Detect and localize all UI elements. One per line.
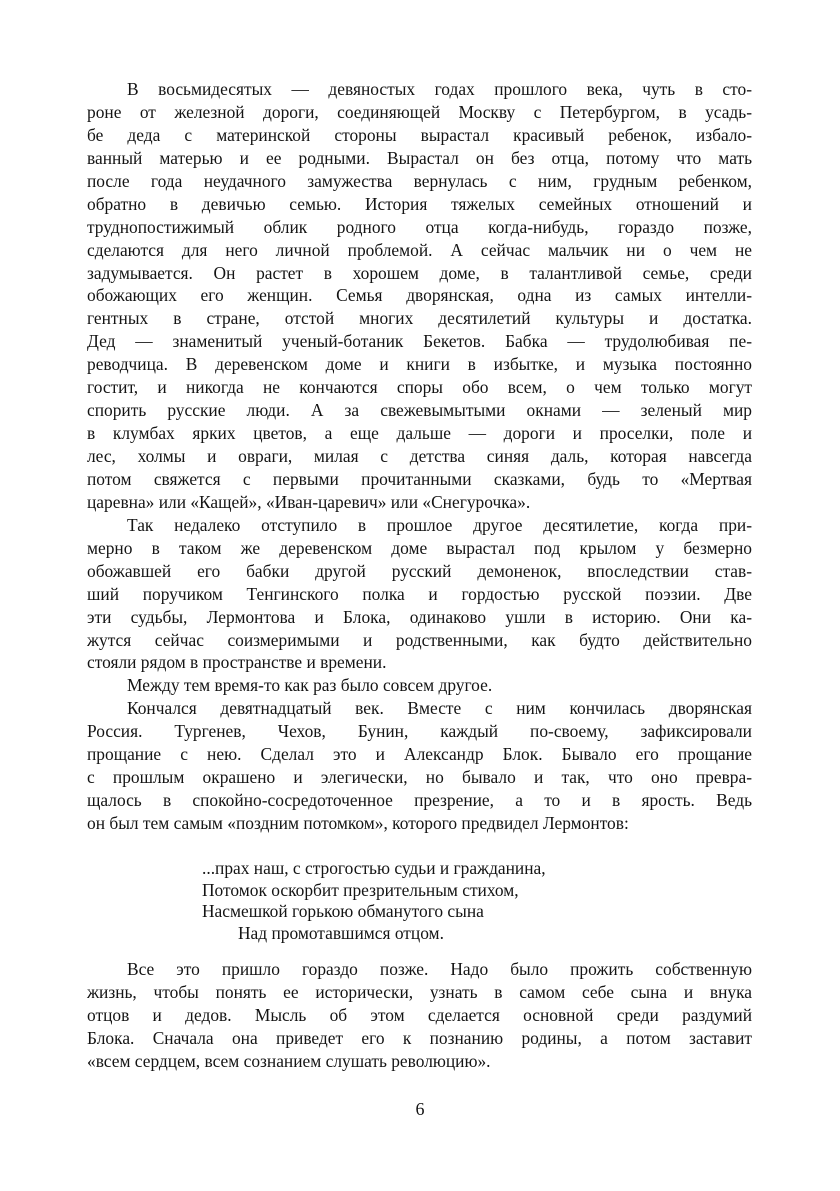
text-line: спорить русские люди. А за свежевымытыми окнами — зеленый мир: [87, 400, 752, 421]
text-line: обожающих его женщин. Семья дворянская, одна из самых интелли-: [87, 285, 752, 306]
text-line: потом свяжется с первыми прочитанными сказками, будь то «Мертвая: [87, 468, 752, 489]
paragraph: [87, 674, 752, 697]
text-line: прощание с нею. Сделал это и Александр Блок. Бывало его прощание: [87, 744, 752, 765]
poem-quote: [202, 858, 546, 944]
text-line: щалось в спокойно-сосредоточенное презрение, а то и в ярость. Ведь: [87, 790, 752, 811]
text-line: жизнь, чтобы понять ее исторически, узнать в самом себе сына и внука: [87, 981, 752, 1002]
text-line: Все это пришло гораздо позже. Надо было прожить собственную: [127, 959, 752, 979]
text-line: Так недалеко отступило в прошлое другое десятилетие, когда при-: [127, 514, 752, 535]
text-line: сделаются для него личной проблемой. А сейчас мальчик ни о чем не: [87, 239, 752, 260]
text-line: ванный матерью и ее родными. Вырастал он без отца, потому что мать: [87, 147, 752, 168]
paragraph: [87, 958, 752, 1073]
text-line: Кончался девятнадцатый век. Вместе с ним кончилась дворянская: [127, 698, 752, 719]
paragraph: [87, 697, 752, 835]
text-line: жутся сейчас соизмеримыми и родственными, как будто действительно: [87, 629, 752, 650]
text-line: он был тем самым «поздним потомком», которого предвидел Лермонтов:: [87, 813, 629, 833]
text-line: труднопостижимый облик родного отца когда-нибудь, гораздо позже,: [87, 216, 752, 237]
poem-line: Потомок оскорбит презрительным стихом,: [202, 879, 519, 900]
text-line: с прошлым окрашено и элегически, но бывало и так, что оно превра-: [87, 767, 752, 788]
text-line: отцов и дедов. Мысль об этом сделается основной среди раздумий: [87, 1004, 752, 1025]
main-text: [87, 78, 752, 835]
text-line: «всем сердцем, всем сознанием слушать революцию».: [87, 1050, 491, 1071]
text-line: Блока. Сначала она приведет его к познанию родины, а потом заставит: [87, 1027, 752, 1048]
poem-line: ...прах наш, с строгостью судьи и гражданина,: [202, 858, 546, 878]
poem-line: Над промотавшимся отцом.: [238, 922, 444, 943]
text-line: царевна» или «Кащей», «Иван-царевич» или «Снегурочка».: [87, 491, 531, 512]
text-line: после года неудачного замужества вернулась с ним, грудным ребенком,: [87, 170, 752, 191]
text-line: бе деда с материнской стороны вырастал красивый ребенок, избало-: [87, 124, 752, 145]
text-line: мерно в таком же деревенском доме вырастал под крылом у безмерно: [87, 537, 752, 558]
text-line: в клумбах ярких цветов, а еще дальше — дороги и проселки, поле и: [87, 423, 752, 444]
text-line: стояли рядом в пространстве и времени.: [87, 652, 387, 673]
text-line: ший поручиком Тенгинского полка и гордостью русской поэзии. Две: [87, 583, 752, 604]
poem-line: Насмешкой горькою обманутого сына: [202, 901, 484, 921]
text-line: гостит, и никогда не кончаются споры обо всем, о чем только могут: [87, 377, 752, 398]
text-line: гентных в стране, отстой многих десятилетий культуры и достатка.: [87, 308, 752, 329]
text-line: эти судьбы, Лермонтова и Блока, одинаково ушли в историю. Они ка-: [87, 606, 752, 627]
text-line: обожавшей его бабки другой русский демоненок, впоследствии став-: [87, 560, 752, 581]
text-line: Между тем время-то как раз было совсем другое.: [127, 675, 493, 696]
text-line: роне от железной дороги, соединяющей Москву с Петербургом, в усадь-: [87, 101, 752, 122]
closing-paragraph: [87, 958, 752, 1073]
text-line: реводчица. В деревенском доме и книги в избытке, и музыка постоянно: [87, 354, 752, 375]
text-line: В восьмидесятых — девяностых годах прошлого века, чуть в сто-: [127, 79, 752, 99]
paragraph: [87, 514, 752, 675]
text-line: задумывается. Он растет в хорошем доме, в талантливой семье, среди: [87, 262, 752, 283]
text-line: Россия. Тургенев, Чехов, Бунин, каждый по-своему, зафиксировали: [87, 721, 752, 742]
paragraph: [87, 78, 752, 514]
text-line: лес, холмы и овраги, милая с детства синяя даль, которая навсегда: [87, 446, 752, 466]
text-line: Дед — знаменитый ученый-ботаник Бекетов. Бабка — трудолюбивая пе-: [87, 331, 752, 352]
text-line: обратно в девичью семью. История тяжелых семейных отношений и: [87, 193, 752, 214]
page-number: 6: [415, 1099, 425, 1119]
